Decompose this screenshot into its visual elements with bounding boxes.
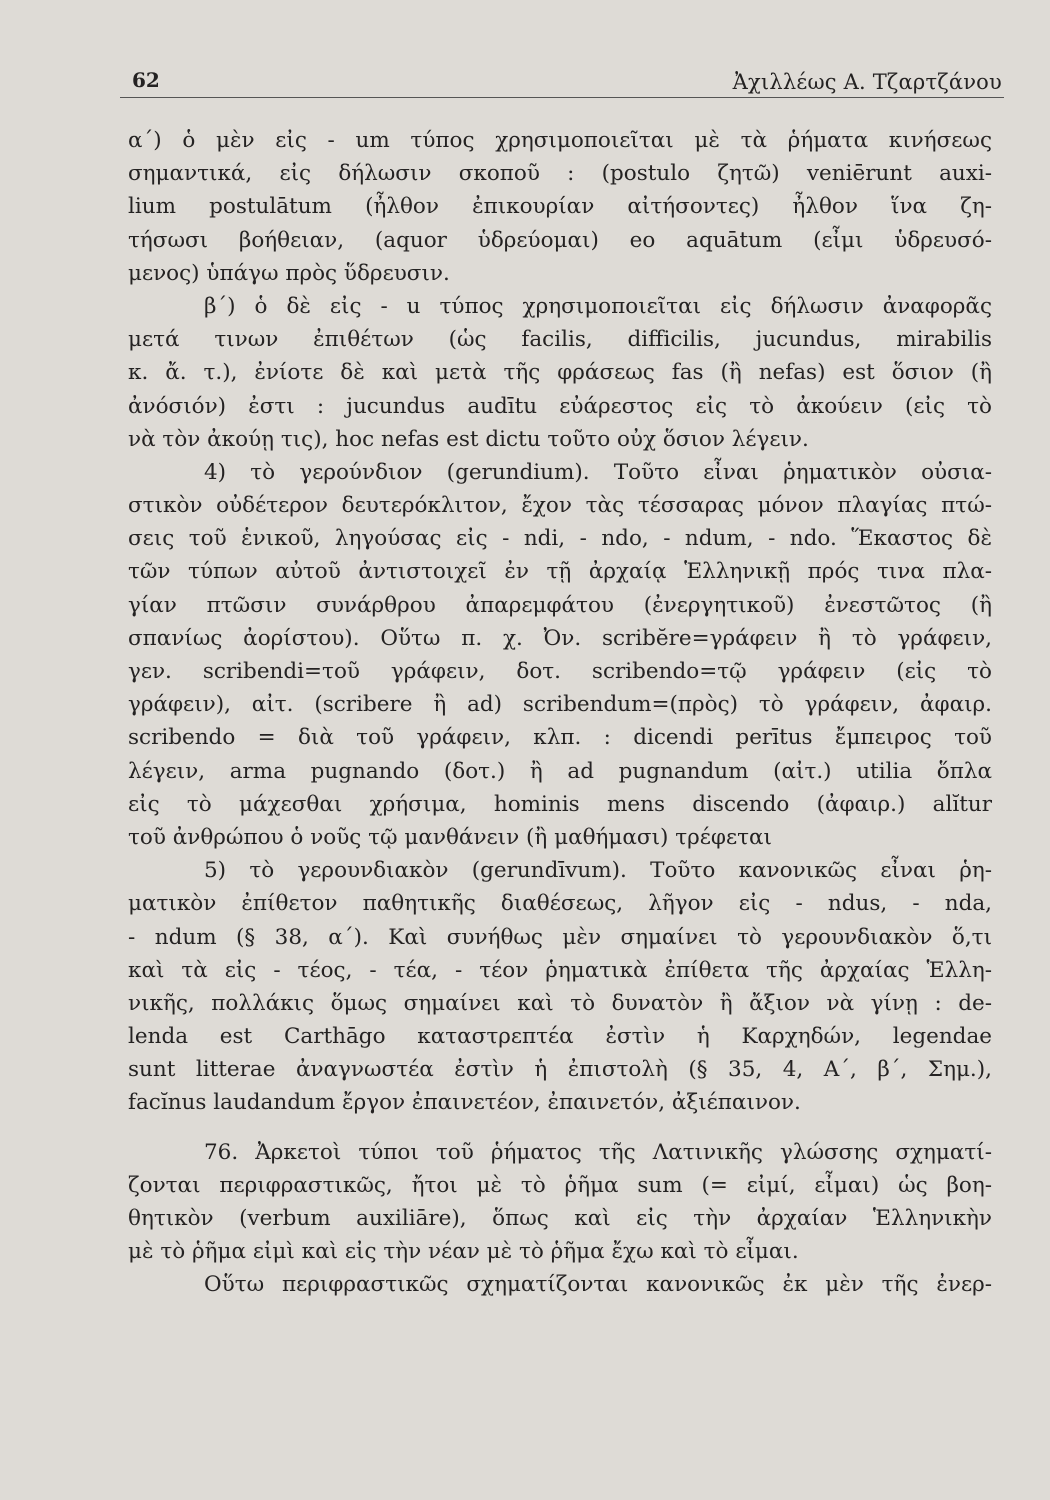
text-line: τοῦ ἀνθρώπου ὁ νοῦς τῷ μανθάνειν (ἢ μαθήμασι) τρέφεται: [128, 824, 772, 850]
text-line: σεις τοῦ ἑνικοῦ, ληγούσας εἰς - ndi, - ndo, - ndum, - ndo. Ἕκαστος δὲ: [128, 526, 992, 552]
text-line: 5) τὸ γερουνδιακὸν (gerundīvum). Τοῦτο κανονικῶς εἶναι ῥη-: [204, 858, 992, 884]
text-line: γίαν πτῶσιν συνάρθρου ἀπαρεμφάτου (ἐνεργητικοῦ) ἐνεστῶτος (ἢ: [128, 592, 992, 618]
text-line: τήσωσι βοήθειαν, (aquor ὑδρεύομαι) eo aquātum (εἶμι ὑδρευσό-: [128, 227, 992, 253]
text-line: facĭnus laudandum ἔργον ἐπαινετέον, ἐπαινετόν, ἀξιέπαινον.: [128, 1090, 801, 1116]
body-text: [128, 124, 992, 1302]
text-line: ζονται περιφραστικῶς, ἤτοι μὲ τὸ ῥῆμα sum (= εἰμί, εἶμαι) ὡς βοη-: [128, 1172, 992, 1198]
text-line: ἀνόσιόν) ἐστι : jucundus audītu εὐάρεστος εἰς τὸ ἀκούειν (εἰς τὸ: [128, 393, 992, 419]
text-line: στικὸν οὐδέτερον δευτερόκλιτον, ἔχον τὰς τέσσαρας μόνον πλαγίας πτώ-: [128, 493, 992, 519]
running-head: Ἀχιλλέως Α. Τζαρτζάνου: [732, 70, 1002, 94]
text-line: scribendo = διὰ τοῦ γράφειν, κλπ. : dicendi perītus ἔμπειρος τοῦ: [128, 725, 992, 751]
header-rule: [120, 97, 1004, 98]
text-line: lium postulātum (ἦλθον ἐπικουρίαν αἰτήσοντες) ἦλθον ἵνα ζη-: [128, 194, 992, 220]
text-line: τῶν τύπων αὐτοῦ ἀντιστοιχεῖ ἐν τῇ ἀρχαίᾳ Ἑλληνικῇ πρός τινα πλα-: [128, 559, 992, 585]
text-line: λέγειν, arma pugnando (δοτ.) ἢ ad pugnandum (αἰτ.) utilia ὅπλα: [128, 758, 992, 784]
text-line: μὲ τὸ ῥῆμα εἰμὶ καὶ εἰς τὴν νέαν μὲ τὸ ῥῆμα ἔχω καὶ τὸ εἶμαι.: [128, 1239, 799, 1265]
text-line: ματικὸν ἐπίθετον παθητικῆς διαθέσεως, λῆγον εἰς - ndus, - nda,: [128, 891, 992, 917]
text-line: sunt litterae ἀναγνωστέα ἐστὶν ἡ ἐπιστολὴ (§ 35, 4, Α΄, β΄, Σημ.),: [128, 1057, 992, 1083]
text-line: μετά τινων ἐπιθέτων (ὡς facilis, difficilis, jucundus, mirabilis: [128, 327, 992, 353]
text-line: - ndum (§ 38, α΄). Καὶ συνήθως μὲν σημαίνει τὸ γερουνδιακὸν ὅ,τι: [128, 924, 992, 950]
text-line: εἰς τὸ μάχεσθαι χρήσιμα, hominis mens discendo (ἀφαιρ.) alĭtur: [128, 791, 992, 817]
text-line: α΄) ὁ μὲν εἰς - um τύπος χρησιμοποιεῖται μὲ τὰ ῥήματα κινήσεως: [128, 128, 992, 153]
section-heading-line: 76. Ἀρκετοὶ τύποι τοῦ ῥήματος τῆς Λατινικῆς γλώσσης σχηματί-: [204, 1139, 992, 1165]
text-line: σημαντικά, εἰς δήλωσιν σκοποῦ : (postulo ζητῶ) veniērunt auxi-: [128, 161, 992, 187]
text-line: 4) τὸ γερούνδιον (gerundium). Τοῦτο εἶναι ῥηματικὸν οὐσια-: [204, 459, 992, 485]
text-line: καὶ τὰ εἰς - τέος, - τέα, - τέον ῥηματικὰ ἐπίθετα τῆς ἀρχαίας Ἑλλη-: [128, 957, 992, 983]
text-line: σπανίως ἀορίστου). Οὕτω π. χ. Ὀν. scribĕre=γράφειν ἢ τὸ γράφειν,: [128, 625, 992, 651]
text-line: Οὕτω περιφραστικῶς σχηματίζονται κανονικῶς ἐκ μὲν τῆς ἐνερ-: [204, 1272, 992, 1298]
text-line: β΄) ὁ δὲ εἰς - u τύπος χρησιμοποιεῖται εἰς δήλωσιν ἀναφορᾶς: [204, 293, 992, 319]
text-line: κ. ἄ. τ.), ἐνίοτε δὲ καὶ μετὰ τῆς φράσεως fas (ἢ nefas) est ὅσιον (ἢ: [128, 360, 992, 386]
page-header: [132, 68, 1002, 96]
text-line: νὰ τὸν ἀκούῃ τις), hoc nefas est dictu τοῦτο οὐχ ὅσιον λέγειν.: [128, 426, 809, 452]
text-line: νικῆς, πολλάκις ὅμως σημαίνει καὶ τὸ δυνατὸν ἢ ἄξιον νὰ γίνῃ : de-: [128, 990, 992, 1016]
text-line: θητικὸν (verbum auxiliāre), ὅπως καὶ εἰς τὴν ἀρχαίαν Ἑλληνικὴν: [128, 1206, 992, 1231]
text-line: μενος) ὑπάγω πρὸς ὕδρευσιν.: [128, 260, 450, 286]
text-line: γράφειν), αἰτ. (scribere ἢ ad) scribendum=(πρὸς) τὸ γράφειν, ἀφαιρ.: [128, 692, 992, 718]
page-number: 62: [132, 68, 160, 92]
text-line: lenda est Carthāgo καταστρεπτέα ἐστὶν ἡ Καρχηδών, legendae: [128, 1024, 992, 1050]
text-line: γεν. scribendi=τοῦ γράφειν, δοτ. scribendo=τῷ γράφειν (εἰς τὸ: [128, 659, 992, 684]
